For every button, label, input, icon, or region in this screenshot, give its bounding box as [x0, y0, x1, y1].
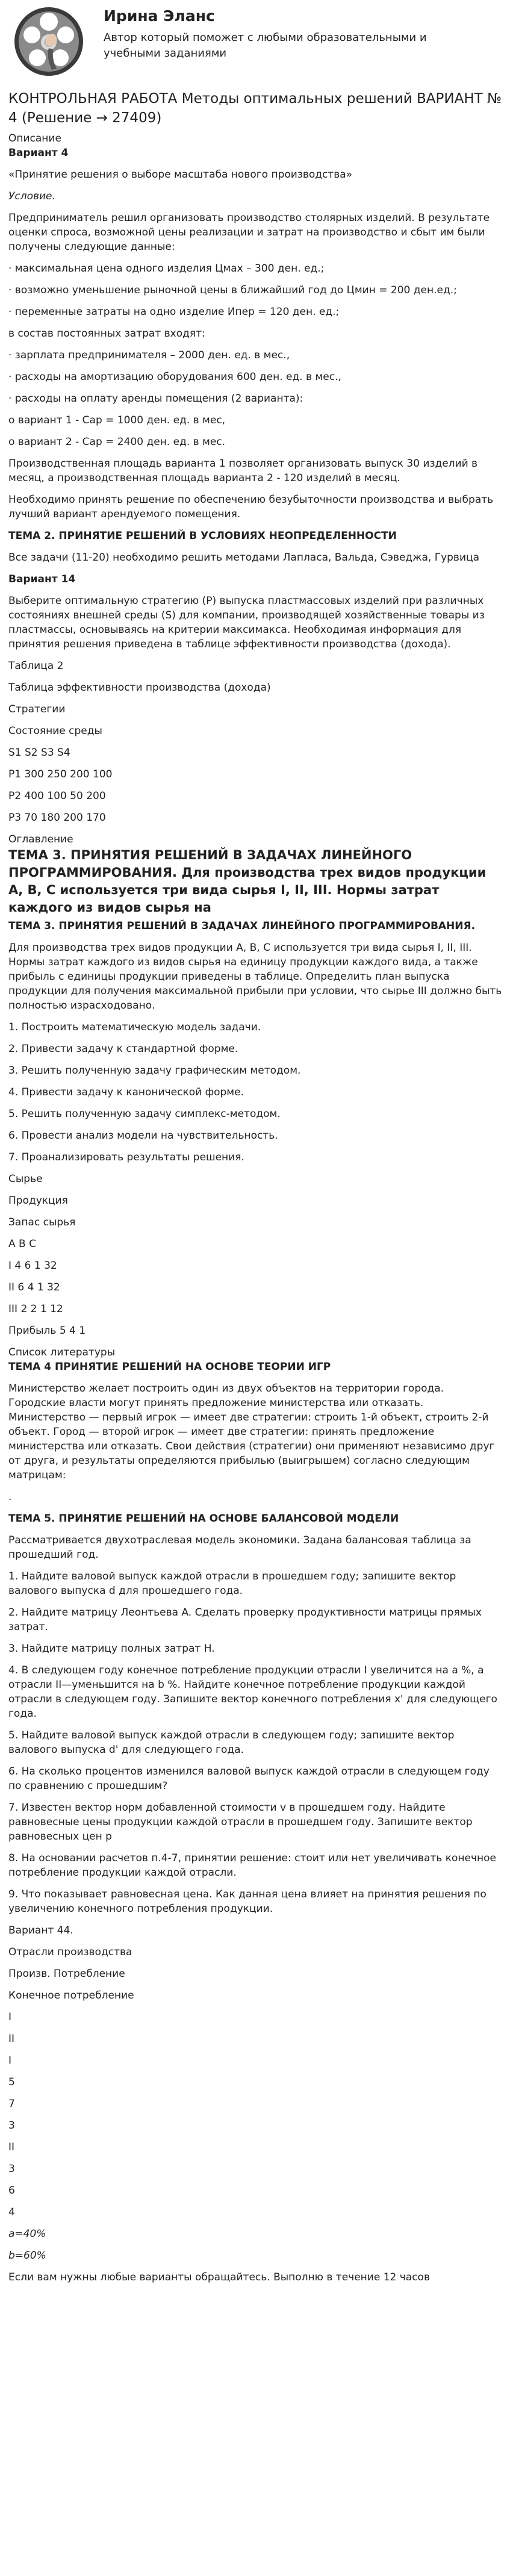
author-description: Автор который поможет с любыми образовательными и учебными заданиями: [104, 31, 427, 60]
variant4-line: Производственная площадь варианта 1 позволяет организовать выпуск 30 изделий в месяц, а производственная площадь варианта 2 - 120 изделий в месяц.: [8, 458, 478, 484]
section5-item: 2. Найдите матрицу Леонтьева A. Сделать проверку продуктивности матрицы прямых затрат.: [8, 1607, 482, 1633]
section3-heading: ТЕМА 3. ПРИНЯТИЯ РЕШЕНИЙ В ЗАДАЧАХ ЛИНЕЙНОГО ПРОГРАММИРОВАНИЯ.: [8, 920, 476, 932]
section5-table-line: II: [8, 2033, 15, 2045]
section2-text: Все задачи (11-20) необходимо решить методами Лапласа, Вальда, Сэведжа, Гурвица: [8, 552, 479, 564]
section3-table-line: Продукция: [8, 1195, 68, 1207]
section2-line: P2 400 100 50 200: [8, 790, 106, 802]
section5-table-line: II: [8, 2141, 15, 2153]
variant4-line: в состав постоянных затрат входят:: [8, 328, 205, 340]
variant4-line: · возможно уменьшение рыночной цены в ближайший год до Цмин = 200 ден.ед.;: [8, 284, 457, 296]
section2-line: Таблица 2: [8, 660, 64, 672]
param-a: a=40%: [8, 2228, 46, 2240]
section5-table-line: I: [8, 2011, 12, 2023]
variant4-line: · расходы на оплату аренды помещения (2 варианта):: [8, 393, 303, 405]
section3-table-line: Сырье: [8, 1173, 43, 1185]
section3-step: 4. Привести задачу к канонической форме.: [8, 1086, 244, 1098]
section5-table-line: I: [8, 2055, 12, 2067]
section3-step: 3. Решить полученную задачу графическим методом.: [8, 1065, 301, 1077]
author-card: [8, 4, 503, 88]
section3-step: 2. Привести задачу к стандартной форме.: [8, 1043, 238, 1055]
variant14-heading: Вариант 14: [8, 573, 76, 585]
variant4-line: · зарплата предпринимателя – 2000 ден. ед. в мес.,: [8, 349, 290, 361]
section5-variant: Вариант 44.: [8, 1924, 73, 1937]
variant4-line: · расходы на амортизацию оборудования 600 ден. ед. в мес.,: [8, 371, 341, 383]
section3-table-line: А В С: [8, 1238, 36, 1250]
section5-table-line: 7: [8, 2098, 15, 2110]
section5-item: 4. В следующем году конечное потребление продукции отрасли I увеличится на а %, а отрасли II—уменьшится на b %. Найдите конечное потребление продукции каждой отрасли в следующем году. Запишите вектор конечного потребления x' для следующего года.: [8, 1664, 497, 1720]
section5-table-line: 5: [8, 2076, 15, 2088]
section2-line: P3 70 180 200 170: [8, 812, 106, 824]
section5-item: 1. Найдите валовой выпуск каждой отрасли в прошедшем году; запишите вектор валового выпуска d для прошедшего года.: [8, 1570, 456, 1597]
description-label: Описание: [8, 132, 61, 145]
footer-offer: Если вам нужны любые варианты обращайтесь. Выполню в течение 12 часов: [8, 2271, 430, 2283]
variant4-line: · максимальная цена одного изделия Цмах – 300 ден. ед.;: [8, 263, 325, 275]
section4-text: Министерство желает построить один из двух объектов на территории города. Городские власти могут принять предложение министерства или отказать. Министерство — первый игрок — имеет две стратегии: строить 1-й объект, строить 2-й объект. Город — второй игрок — имеет две стратегии: принять предложение министерства или отказать. Свои действия (стратегии) они применяют независимо друг от друга, и результаты определяются прибылью (выигрышем) согласно следующим матрицам:: [8, 1383, 495, 1481]
section5-item: 7. Известен вектор норм добавленной стоимости v в прошедшем году. Найдите равновесные цены продукции каждой отрасли в прошедшем году. Запишите вектор равновесных цен p: [8, 1802, 473, 1843]
section3-step: 5. Решить полученную задачу симплекс-методом.: [8, 1108, 281, 1120]
page-title: КОНТРОЛЬНАЯ РАБОТА Методы оптимальных решений ВАРИАНТ № 4 (Решение → 27409): [8, 91, 502, 126]
section2-line: Состояние среды: [8, 725, 102, 737]
variant4-line: Необходимо принять решение по обеспечению безубыточности производства и выбрать лучший вариант арендуемого помещения.: [8, 494, 494, 520]
section3-table-line: II 6 4 1 32: [8, 1281, 60, 1293]
section5-item: 3. Найдите матрицу полных затрат H.: [8, 1643, 215, 1655]
section5-table-line: Произв. Потребление: [8, 1968, 125, 1980]
references-label: Список литературы: [8, 1346, 116, 1358]
section5-table-line: 3: [8, 2120, 15, 2132]
section5-item: 9. Что показывает равновесная цена. Как данная цена влияет на принятия решения по увеличению конечного потребления продукции.: [8, 1888, 487, 1915]
variant4-line: о вариант 1 - Сар = 1000 ден. ед. в мес,: [8, 414, 226, 426]
toc-label: Оглавление: [8, 833, 73, 845]
section3-text: Для производства трех видов продукции А, В, С используется три вида сырья I, II, III. Нормы затрат каждого из видов сырья на единицу продукции каждого вида, а также прибыль с единицы продукции приведены в таблице. Определить план выпуска продукции для получения максимальной прибыли при условии, что сырье III должно быть полностью израсходовано.: [8, 942, 502, 1012]
section5-table-line: Конечное потребление: [8, 1990, 134, 2002]
section4-heading: ТЕМА 4 ПРИНЯТИЕ РЕШЕНИЙ НА ОСНОВЕ ТЕОРИИ ИГР: [8, 1361, 331, 1373]
section5-item: 8. На основании расчетов п.4-7, принятии решение: стоит или нет увеличивать конечное потребление продукции каждой отрасли.: [8, 1852, 496, 1879]
section5-heading: ТЕМА 5. ПРИНЯТИЕ РЕШЕНИЙ НА ОСНОВЕ БАЛАНСОВОЙ МОДЕЛИ: [8, 1513, 399, 1525]
section2-task: Выберите оптимальную стратегию (Р) выпуска пластмассовых изделий при различных состояниях внешней среды (S) для компании, производящей хозяйственные товары из пластмассы, основываясь на критерии максимакса. Необходимая информация для принятия решения приведена в таблице эффективности производства (дохода).: [8, 595, 485, 650]
section3-step: 7. Проанализировать результаты решения.: [8, 1151, 244, 1163]
section2-line: P1 300 250 200 100: [8, 768, 113, 780]
section5-table-line: 6: [8, 2185, 15, 2197]
section5-item: 5. Найдите валовой выпуск каждой отрасли в следующем году; запишите вектор валового выпуска d' для следующего года.: [8, 1729, 455, 1756]
section2-line: Стратегии: [8, 703, 66, 715]
variant4-line: о вариант 2 - Сар = 2400 ден. ед. в мес.: [8, 436, 226, 448]
section5-table-line: Отрасли производства: [8, 1946, 132, 1958]
variant4-heading: Вариант 4: [8, 147, 69, 159]
variant4-line: · переменные затраты на одно изделие Ипер = 120 ден. ед.;: [8, 306, 340, 318]
param-b: b=60%: [8, 2250, 46, 2262]
section3-table-line: III 2 2 1 12: [8, 1303, 63, 1315]
section3-table-line: I 4 6 1 32: [8, 1260, 57, 1272]
section3-table-line: Прибыль 5 4 1: [8, 1325, 86, 1337]
variant4-quote: «Принятие решения о выборе масштаба нового производства»: [8, 169, 353, 181]
section2-heading: ТЕМА 2. ПРИНЯТИЕ РЕШЕНИЙ В УСЛОВИЯХ НЕОПРЕДЕЛЕННОСТИ: [8, 530, 397, 542]
section5-table-line: 3: [8, 2163, 15, 2175]
section3-table-line: Запас сырья: [8, 1216, 76, 1228]
section4-dot: .: [8, 1491, 12, 1503]
condition-label: Условие.: [8, 190, 55, 202]
author-name[interactable]: Ирина Эланс: [104, 7, 215, 25]
section3-heading-big: ТЕМА 3. ПРИНЯТИЯ РЕШЕНИЙ В ЗАДАЧАХ ЛИНЕЙНОГО ПРОГРАММИРОВАНИЯ. Для производства трех видов продукции А, В, С используется три вида сырья I, II, III. Нормы затрат каждого из видов сырья на: [8, 848, 487, 915]
section5-text: Рассматривается двухотраслевая модель экономики. Задана балансовая таблица за прошедший год.: [8, 1534, 471, 1561]
section5-item: 6. На сколько процентов изменился валовой выпуск каждой отрасли в следующем году по сравнению с прошедшим?: [8, 1766, 490, 1792]
section3-step: 1. Построить математическую модель задачи.: [8, 1021, 261, 1033]
section2-line: Таблица эффективности производства (дохода): [8, 682, 271, 694]
avatar-film-reel-icon: [12, 5, 86, 78]
section2-line: S1 S2 S3 S4: [8, 747, 70, 759]
variant4-intro: Предприниматель решил организовать производство столярных изделий. В результате оценки спроса, возможной цены реализации и затрат на производство и сбыт им были получены следующие данные:: [8, 212, 490, 253]
section3-step: 6. Провести анализ модели на чувствительность.: [8, 1130, 278, 1142]
section5-table-line: 4: [8, 2206, 15, 2218]
